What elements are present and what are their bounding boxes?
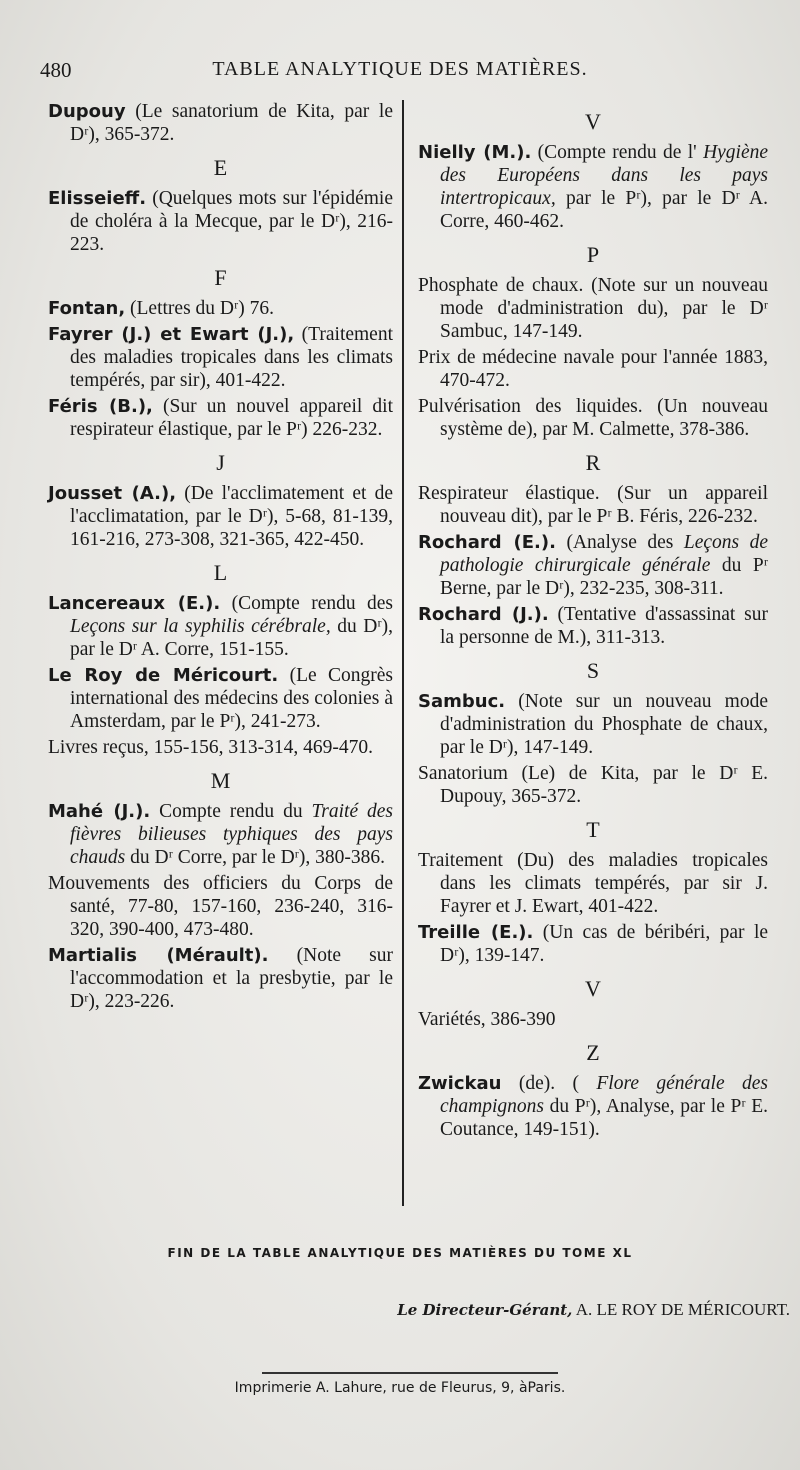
entry-title: Leçons de pathologie chirurgicale générale [440,532,769,576]
index-entry [418,141,768,233]
entry-text: (De l'acclimatement et de l'acclimatation, par le Dʳ), 5-68, 81-139, 161-216, 273-308, 321-365, 422-450. [70,483,394,550]
entry-text: (Compte rendu des [231,593,394,614]
entry-name: Rochard (E.). [418,532,556,553]
section-letter: V [585,109,601,134]
index-entry [48,187,393,256]
index-entry [418,603,768,649]
entry-title: Flore générale des champignons [440,1073,768,1117]
entry-name: Féris (B.), [48,396,153,417]
entry-text: (Quelques mots sur l'épidémie de choléra à la Mecque, par le Dʳ), 216-223. [70,188,393,255]
entry-name: Treille (E.). [418,922,534,943]
index-entry [418,690,768,759]
section-letter: E [213,155,228,180]
index-entry [48,482,393,551]
index-entry [48,944,393,1013]
director-name: A. LE ROY DE MÉRICOURT. [575,1300,790,1319]
entry-name: Nielly (M.). [418,142,532,163]
entry-title: Hygiène des Européens dans les pays intertropicaux, [440,142,769,209]
page-header [40,58,760,88]
index-entry [48,736,393,759]
page-number: 480 [40,58,72,82]
director-signature [0,1300,790,1320]
entry-text: Traitement (Du) des maladies tropicales dans les climats tempérés, par sir J. Fayrer et J. Ewart, 401-422. [418,850,768,917]
index-entry [418,1072,768,1141]
printer-imprint: Imprimerie A. Lahure, rue de Fleurus, 9, àParis. [234,1380,566,1396]
section-letter: F [214,265,227,290]
entry-text: (Un cas de béribéri, par le Dʳ), 139-147. [440,922,769,966]
entry-name: Jousset (A.), [48,483,177,504]
section-letter: V [585,976,601,1001]
entry-name: Rochard (J.). [418,604,549,625]
index-entry [48,872,393,941]
entry-name: Fontan, [48,298,126,319]
index-entry [418,274,768,343]
entry-text: Sanatorium (Le) de Kita, par le Dʳ E. Dupouy, 365-372. [418,763,768,807]
index-entry [418,849,768,918]
running-title: TABLE ANALYTIQUE DES MATIÈRES. [212,58,588,80]
right-column [418,100,768,1144]
section-letter: R [585,450,601,475]
index-entry [48,800,393,869]
entry-text: Phosphate de chaux. (Note sur un nouveau mode d'administration du), par le Dʳ Sambuc, 147-149. [418,275,768,342]
index-entry [48,592,393,661]
entry-text: Respirateur élastique. (Sur un appareil nouveau dit), par le Pʳ B. Féris, 226-232. [418,483,768,527]
index-entry [418,531,768,600]
index-entry [48,297,393,320]
index-entry [418,395,768,441]
index-entry [418,1008,768,1031]
entry-name: Le Roy de Méricourt. [48,665,279,686]
entry-text: par le Pʳ), par le Dʳ A. Corre, 460-462. [440,188,768,232]
entry-name: Zwickau [418,1073,502,1094]
entry-title: Leçons sur la syphilis cérébrale, [70,616,331,637]
entry-name: Mahé (J.). [48,801,151,822]
section-letter: J [216,450,225,475]
index-entry [48,323,393,392]
end-of-index-note: FIN DE LA TABLE ANALYTIQUE DES MATIÈRES DU TOME XL [167,1246,633,1260]
left-column [48,100,393,1016]
entry-title: Traité des fièvres bilieuses typhiques des pays chauds [70,801,393,868]
column-divider [402,100,404,1206]
section-letter: T [586,817,600,842]
entry-text: Prix de médecine navale pour l'année 1883, 470-472. [418,347,768,391]
entry-name: Fayrer (J.) et Ewart (J.), [48,324,295,345]
entry-text: (Le sanatorium de Kita, par le Dʳ), 365-372. [70,101,394,145]
index-entry [48,664,393,733]
section-letter: M [210,768,231,793]
entry-text: (Lettres du Dʳ) 76. [130,298,274,319]
entry-name: Elisseieff. [48,188,147,209]
section-letter: P [586,242,600,267]
section-letter: L [213,560,228,585]
entry-text: (Note sur l'accommodation et la presbytie, par le Dʳ), 223-226. [70,945,394,1012]
entry-name: Lancereaux (E.). [48,593,221,614]
index-entry [418,346,768,392]
entry-text: (de). ( [518,1073,579,1094]
entry-text: (Compte rendu de l' [537,142,697,163]
entry-text: (Traitement des maladies tropicales dans les climats tempérés, par sir), 401-422. [70,324,394,391]
index-entry [48,100,393,146]
entry-text: (Sur un nouvel appareil dit respirateur élastique, par le Pʳ) 226-232. [70,396,393,440]
entry-text: (Tentative d'assassinat sur la personne de M.), 311-313. [440,604,769,648]
index-entry [418,482,768,528]
entry-text: Livres reçus, 155-156, 313-314, 469-470. [48,737,373,758]
entry-text: Mouvements des officiers du Corps de santé, 77-80, 157-160, 236-240, 316-320, 390-400, 473-480. [48,873,393,940]
entry-name: Martialis (Mérault). [48,945,269,966]
entry-text: (Analyse des [566,532,674,553]
section-letter: S [586,658,600,683]
entry-name: Dupouy [48,101,126,122]
index-entry [48,395,393,441]
footer-rule [262,1372,558,1374]
entry-name: Sambuc. [418,691,506,712]
entry-text: (Le Congrès international des médecins des colonies à Amsterdam, par le Pʳ), 241-273. [70,665,394,732]
entry-text: du Dʳ Corre, par le Dʳ), 380-386. [130,847,385,868]
entry-text: du Pʳ), Analyse, par le Pʳ E. Coutance, 149-151). [440,1096,769,1140]
entry-text: (Note sur un nouveau mode d'administration du Phosphate de chaux, par le Dʳ), 147-149. [440,691,769,758]
entry-text: Variétés, 386-390 [418,1009,556,1030]
entry-text: Compte rendu du [159,801,303,822]
entry-text: du Pʳ Berne, par le Dʳ), 232-235, 308-311. [440,555,768,599]
index-entry [418,921,768,967]
entry-text: du Dʳ), par le Dʳ A. Corre, 151-155. [70,616,393,660]
director-role: Le Directeur-Gérant, [397,1301,573,1319]
section-letter: Z [586,1040,600,1065]
entry-text: Pulvérisation des liquides. (Un nouveau système de), par M. Calmette, 378-386. [418,396,768,440]
index-entry [418,762,768,808]
